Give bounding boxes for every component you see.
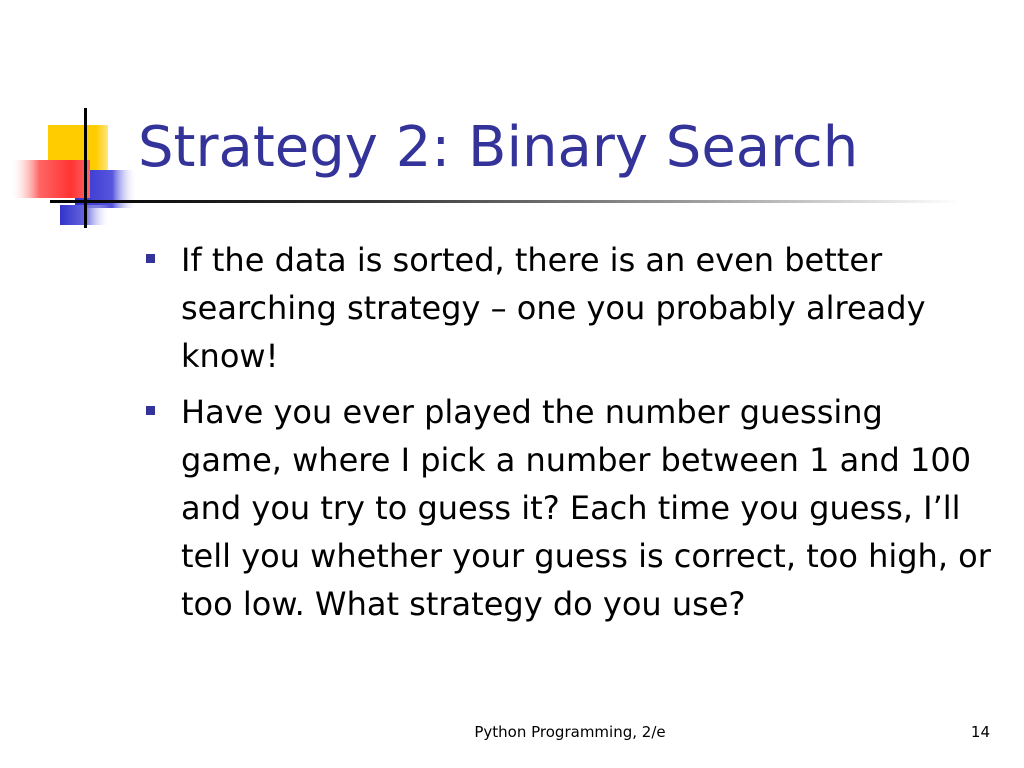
bullet-list xyxy=(146,236,991,636)
bullet-item xyxy=(146,388,991,628)
title-underline xyxy=(50,200,960,203)
square-bullet-icon xyxy=(146,254,155,263)
bullet-text: Have you ever played the number guessing game, where I pick a number between 1 and 100 and you try to guess it? Each time you guess, I’ll tell you whether your guess is correct, too high, or too low. What strategy do you use? xyxy=(181,393,991,623)
bullet-item xyxy=(146,236,991,380)
bullet-text: If the data is sorted, there is an even better searching strategy – one you probably already know! xyxy=(181,241,926,375)
corner-decoration xyxy=(0,0,150,240)
square-bullet-icon xyxy=(146,406,155,415)
footer-text: Python Programming, 2/e xyxy=(474,723,666,741)
page-number: 14 xyxy=(970,723,990,741)
slide-title: Strategy 2: Binary Search xyxy=(138,115,859,180)
